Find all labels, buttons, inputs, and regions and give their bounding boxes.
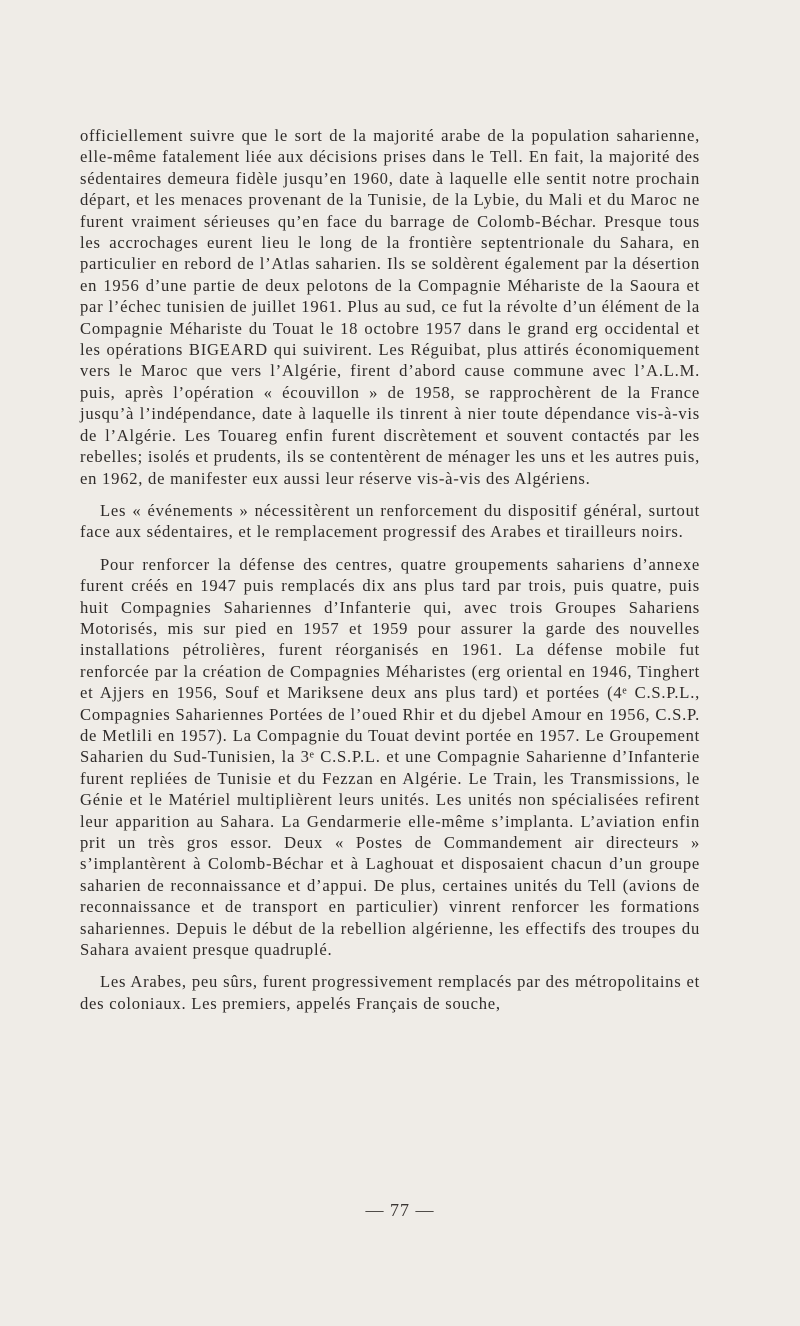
page-body xyxy=(80,125,700,1014)
paragraph-3: Pour renforcer la défense des centres, quatre groupements sahariens d’annexe furent créés en 1947 puis remplacés dix ans plus tard par trois, puis quatre, puis huit Compagnies Sahariennes d’Infanterie qui, avec trois Groupes Sahariens Motorisés, mis sur pied en 1957 et 1959 pour assurer la garde des nouvelles installations pétrolières, furent réorganisés en 1961. La défense mobile fut renforcée par la création de Compagnies Méharistes (erg oriental en 1946, Tinghert et Ajjers en 1956, Souf et Mariksene deux ans plus tard) et portées (4ᵉ C.S.P.L., Compagnies Sahariennes Portées de l’oued Rhir et du djebel Amour en 1956, C.S.P. de Metlili en 1957). La Compagnie du Touat devint portée en 1957. Le Groupement Saharien du Sud-Tunisien, la 3ᵉ C.S.P.L. et une Compagnie Saharienne d’Infanterie furent repliées de Tunisie et du Fezzan en Algérie. Le Train, les Transmissions, le Génie et le Matériel multiplièrent leurs unités. Les unités non spécialisées refirent leur apparition au Sahara. La Gendarmerie elle-même s’implanta. L’aviation enfin prit un très gros essor. Deux « Postes de Commandement air directeurs » s’implantèrent à Colomb-Béchar et à Laghouat et disposaient chacun d’un groupe saharien de reconnaissance et d’appui. De plus, certaines unités du Tell (avions de reconnaissance et de transport en particulier) vinrent renforcer les formations sahariennes. Depuis le début de la rebellion algérienne, les effectifs des troupes du Sahara avaient presque quadruplé. xyxy=(80,554,700,960)
paragraph-1: officiellement suivre que le sort de la majorité arabe de la population saharienne, elle-même fatalement liée aux décisions prises dans le Tell. En fait, la majorité des sédentaires demeura fidèle jusqu’en 1960, date à laquelle elle sentit notre prochain départ, et les menaces provenant de la Tunisie, de la Lybie, du Mali et du Maroc ne furent vraiment sérieuses qu’en face du barrage de Colomb-Béchar. Presque tous les accrochages eurent lieu le long de la frontière septentrionale du Sahara, en particulier en rebord de l’Atlas saharien. Ils se soldèrent également par la désertion en 1956 d’une partie de deux pelotons de la Compagnie Méhariste de la Saoura et par l’échec tunisien de juillet 1961. Plus au sud, ce fut la révolte d’un élément de la Compagnie Méhariste du Touat le 18 octobre 1957 dans le grand erg occidental et les opérations BIGEARD qui suivirent. Les Réguibat, plus attirés économiquement vers le Maroc que vers l’Algérie, firent d’abord cause commune avec l’A.L.M. puis, après l’opération « écouvillon » de 1958, se rapprochèrent de la France jusqu’à l’indépendance, date à laquelle ils tinrent à nier toute dépendance vis-à-vis de l’Algérie. Les Touareg enfin furent discrètement et souvent contactés par les rebelles; isolés et prudents, ils se contentèrent de ménager les uns et les autres puis, en 1962, de manifester eux aussi leur réserve vis-à-vis des Algériens. xyxy=(80,126,700,488)
paragraph-2: Les « événements » nécessitèrent un renforcement du dispositif général, surtout face aux sédentaires, et le remplacement progressif des Arabes et tirailleurs noirs. xyxy=(80,500,700,542)
page-number: — 77 — xyxy=(365,1200,435,1220)
paragraph-4: Les Arabes, peu sûrs, furent progressivement remplacés par des métropolitains et des coloniaux. Les premiers, appelés Français de souche, xyxy=(80,972,700,1013)
